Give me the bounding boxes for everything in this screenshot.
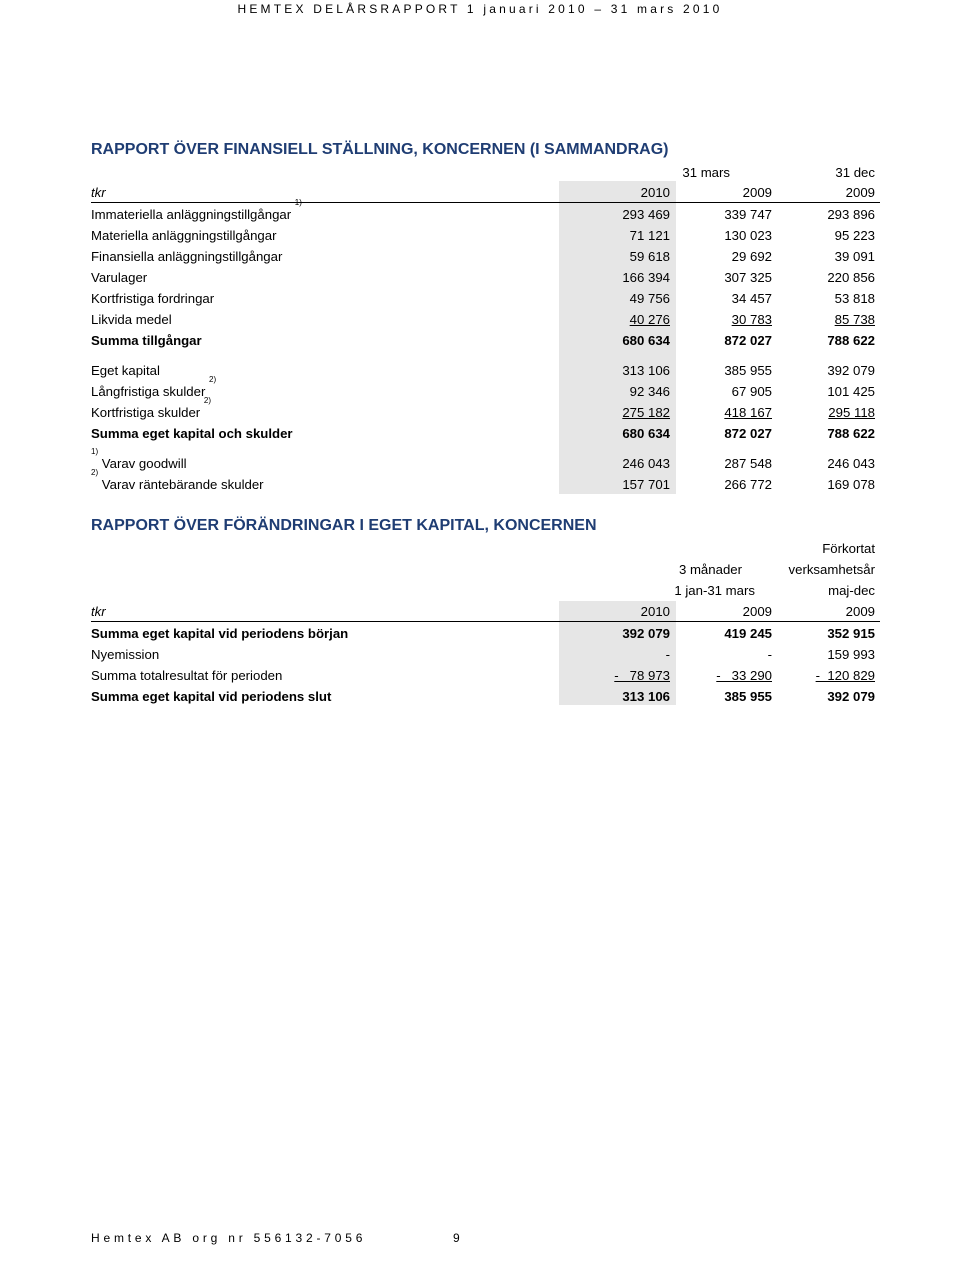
year-cell: 2009 [845,604,875,619]
value-cell: - [767,647,772,662]
balance-title: RAPPORT ÖVER FINANSIELL STÄLLNING, KONCERNEN (I SAMMANDRAG) [91,141,669,158]
row-label: Kortfristiga skulder $^{2)}$ [91,396,211,420]
table-row [91,644,880,665]
value-cell: 385 955 [724,363,772,378]
value-cell: 385 955 [724,689,772,704]
note-row [91,447,880,474]
value-cell: 220 856 [827,270,875,285]
note-row [91,468,880,495]
value-cell: 30 783 [731,312,772,327]
value-cell: 287 548 [724,456,772,471]
head-jan-mars: 1 jan-31 mars [674,583,755,598]
value-cell: 246 043 [827,456,875,471]
value-cell: 67 905 [731,384,772,399]
head-maj-dec: maj-dec [828,583,875,598]
value-cell: 159 993 [827,647,875,662]
value-cell: 275 182 [622,405,670,420]
table-row [91,267,880,288]
value-cell: 266 772 [724,477,772,492]
row-label: Likvida medel [91,312,172,327]
row-label: Summa totalresultat för perioden [91,668,283,683]
row-label: $^{1)}$ Varav goodwill [91,447,187,471]
value-cell: 49 756 [629,291,670,306]
value-cell: 34 457 [731,291,772,306]
year-cell: 2009 [845,185,875,200]
value-cell: 788 622 [827,333,875,348]
value-cell: 419 245 [724,626,772,641]
value-cell: 339 747 [724,207,772,222]
value-cell: 92 346 [629,384,670,399]
value-cell: 788 622 [827,426,875,441]
equity-year-row [91,601,880,622]
footnote-mark: 2) [209,375,217,384]
table-row [91,225,880,246]
value-cell: 872 027 [724,426,772,441]
value-cell: 53 818 [834,291,875,306]
row-label: Immateriella anläggningstillgångar $^{1)}$ [91,198,302,222]
footnote-mark: 1) [294,198,302,207]
head-verksamhetsar: verksamhetsår [788,562,875,577]
row-label: Kortfristiga fordringar [91,291,215,306]
value-cell: 418 167 [724,405,772,420]
unit-label: tkr [91,604,106,619]
unit-label: tkr [91,185,106,200]
value-cell: 680 634 [622,426,670,441]
footnote-mark: 2) [203,396,211,405]
value-cell: 59 618 [629,249,670,264]
row-label: Finansiella anläggningstillgångar [91,249,283,264]
equity-title: RAPPORT ÖVER FÖRÄNDRINGAR I EGET KAPITAL, KONCERNEN [91,517,597,534]
value-cell: - [665,647,670,662]
value-cell: - 78 973 [614,668,670,683]
head-31-dec: 31 dec [835,165,875,180]
value-cell: 392 079 [622,626,670,641]
value-cell: 101 425 [827,384,875,399]
value-cell: 95 223 [834,228,875,243]
value-cell: 392 079 [827,689,875,704]
year-cell: 2009 [742,185,772,200]
year-cell: 2010 [640,604,670,619]
table-row [91,246,880,267]
value-cell: 313 106 [622,689,670,704]
table-row [91,288,880,309]
row-label: Summa eget kapital vid periodens slut [91,689,332,704]
equity-head-row [91,559,880,580]
value-cell: 157 701 [622,477,670,492]
row-label: Summa eget kapital vid periodens början [91,626,349,641]
head-3-manader: 3 månader [678,562,742,577]
table-row [91,665,880,686]
row-label: Nyemission [91,647,160,662]
row-label: $^{2)}$ Varav räntebärande skulder [91,468,264,492]
year-cell: 2009 [742,604,772,619]
table-row [91,396,880,423]
table-row [91,309,880,330]
head-forkortat: Förkortat [822,541,875,556]
value-cell: 313 106 [622,363,670,378]
equity-head-row [91,580,880,601]
value-cell: 352 915 [827,626,875,641]
row-label: Materiella anläggningstillgångar [91,228,277,243]
value-cell: 40 276 [629,312,670,327]
value-cell: 307 325 [724,270,772,285]
footnote-mark: 1) [91,447,99,456]
row-label: Varulager [91,270,148,285]
value-cell: 29 692 [731,249,772,264]
row-label: Långfristiga skulder $^{2)}$ [91,375,217,399]
equity-head-row [91,538,880,559]
value-cell: 71 121 [629,228,670,243]
footnote-mark: 2) [91,468,99,477]
value-cell: 166 394 [622,270,670,285]
table-row [91,330,880,351]
page-header: HEMTEX DELÅRSRAPPORT 1 januari 2010 – 31 mars 2010 [237,2,723,16]
footer-company: Hemtex AB org nr 556132-7056 [91,1231,367,1245]
value-cell: 680 634 [622,333,670,348]
head-31-mars: 31 mars [682,165,730,180]
value-cell: 293 469 [622,207,670,222]
value-cell: 295 118 [828,405,875,420]
page-number: 9 [453,1231,460,1245]
value-cell: 392 079 [827,363,875,378]
value-cell: - 120 829 [815,668,875,683]
table-row [91,686,880,707]
row-label: Summa tillgångar [91,333,202,348]
value-cell: 130 023 [724,228,772,243]
balance-col-head-row [91,162,880,183]
row-label: Eget kapital [91,363,160,378]
value-cell: 293 896 [827,207,875,222]
value-cell: 169 078 [827,477,875,492]
value-cell: 39 091 [834,249,875,264]
table-row [91,623,880,644]
value-cell: 246 043 [622,456,670,471]
value-cell: - 33 290 [716,668,772,683]
value-cell: 872 027 [724,333,772,348]
row-label: Summa eget kapital och skulder [91,426,293,441]
value-cell: 85 738 [834,312,875,327]
balance-year-row [91,182,880,203]
table-row [91,198,880,225]
year-cell: 2010 [640,185,670,200]
table-row [91,423,880,444]
